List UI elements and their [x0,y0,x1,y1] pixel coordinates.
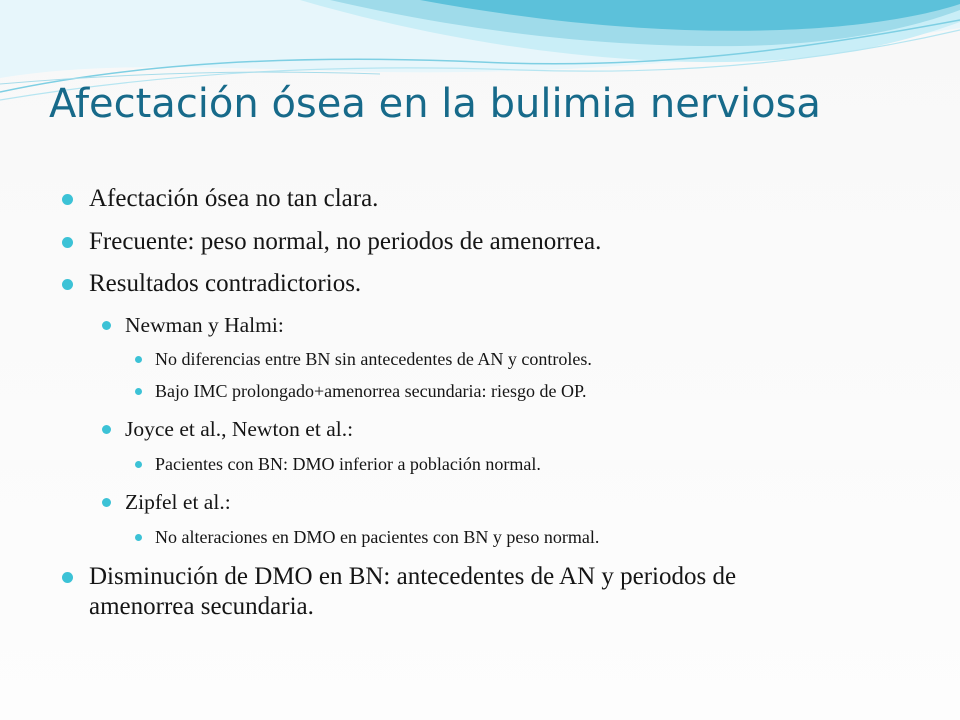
bullet-dot-icon [135,461,142,468]
bullet-text: Disminución de DMO en BN: antecedentes de AN y periodos de amenorrea secundaria. [89,563,737,620]
sub-sub-bullet-text: No diferencias entre BN sin antecedentes de AN y controles. [155,349,592,369]
bullet-dot-icon [135,534,142,541]
bullet-item [89,269,361,299]
bullet-text: Afectación ósea no tan clara. [89,185,379,212]
sub-bullet-text: Zipfel et al.: [125,490,231,514]
sub-sub-bullet-text: Pacientes con BN: DMO inferior a población normal. [155,454,541,474]
bullet-dot-icon [135,356,142,363]
bullet-dot-icon [135,388,142,395]
bullet-text: Frecuente: peso normal, no periodos de amenorrea. [89,228,602,255]
bullet-dot-icon [102,321,111,330]
sub-sub-bullet-text: Bajo IMC prolongado+amenorrea secundaria: riesgo de OP. [155,381,587,401]
sub-bullet-item [125,489,231,515]
bullet-item [89,562,819,622]
sub-sub-bullet-item [155,348,592,370]
sub-bullet-item [125,416,353,442]
bullet-dot-icon [62,237,73,248]
sub-sub-bullet-item [155,380,587,402]
bullet-item [89,184,378,214]
sub-bullet-item [125,312,284,338]
bullet-text: Resultados contradictorios. [89,270,362,297]
bullet-dot-icon [102,425,111,434]
bullet-dot-icon [102,498,111,507]
sub-bullet-text: Joyce et al., Newton et al.: [125,417,354,441]
sub-sub-bullet-item [155,453,541,475]
slide-title: Afectación ósea en la bulimia nerviosa [49,81,821,127]
bullet-item [89,227,601,257]
bullet-dot-icon [62,279,73,290]
sub-sub-bullet-text: No alteraciones en DMO en pacientes con BN y peso normal. [155,527,600,547]
bullet-dot-icon [62,572,73,583]
bullet-dot-icon [62,194,73,205]
sub-bullet-text: Newman y Halmi: [125,313,284,337]
sub-sub-bullet-item [155,526,599,548]
